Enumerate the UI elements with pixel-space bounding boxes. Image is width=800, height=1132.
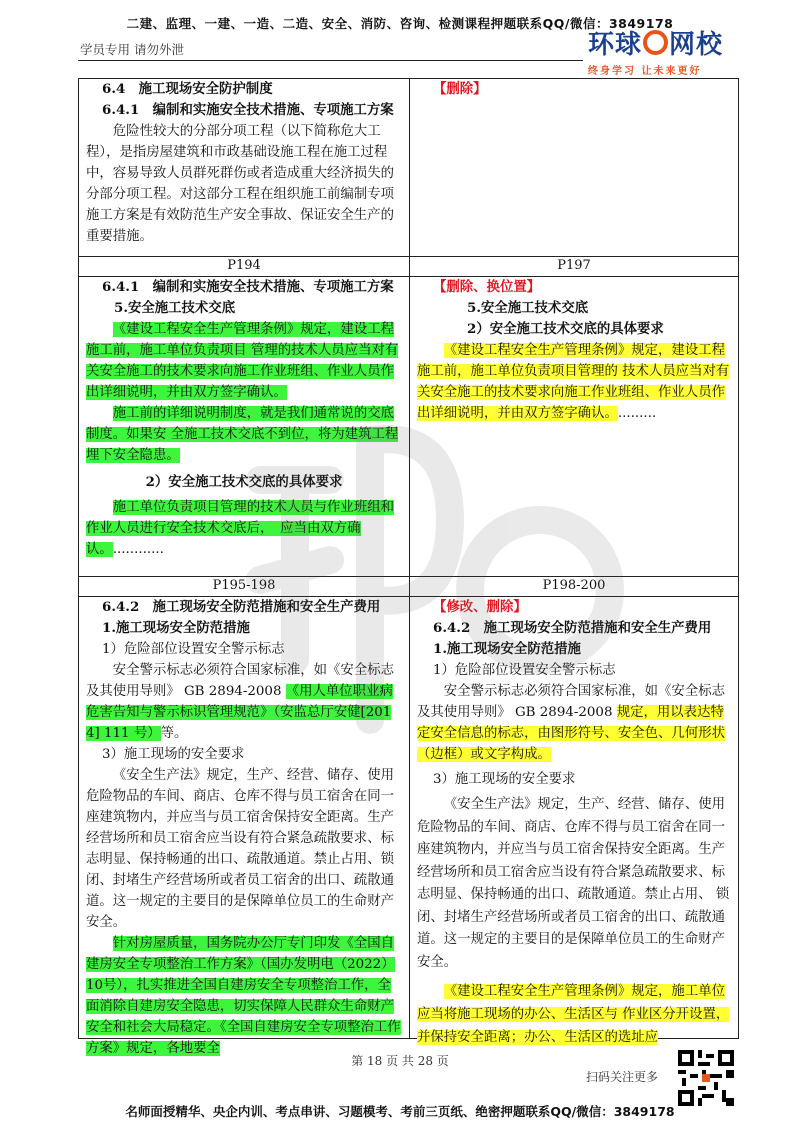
highlighted-text: 施工前的详细说明制度，就是我们通常说的交底制度。如果安 全施工技术交底不到位，将为建筑工程埋下安全隐患。 bbox=[86, 406, 399, 463]
old-text-cell bbox=[79, 79, 410, 256]
table-row bbox=[79, 257, 738, 277]
logo-text-a: 环球 bbox=[588, 30, 643, 60]
subsection-heading: 6.4.2 施工现场安全防范措施和安全生产费用 bbox=[433, 620, 712, 636]
body-paragraph bbox=[86, 660, 402, 744]
sub-heading: 1.施工现场安全防范措施 bbox=[102, 620, 250, 636]
new-text-cell bbox=[410, 79, 738, 256]
list-item: 3）施工现场的安全要求 bbox=[102, 747, 245, 762]
logo-wordmark bbox=[588, 30, 738, 60]
table-row bbox=[79, 577, 738, 597]
new-text-cell bbox=[410, 277, 738, 576]
list-item: 3）施工现场的安全要求 bbox=[433, 772, 576, 787]
highlighted-text: 规定，用以表达特定安全信息的标志，由图形符号、安全色、几何形状（边框）或文字构成。 bbox=[417, 705, 725, 762]
ellipsis: ......... bbox=[617, 406, 657, 421]
qr-code-icon bbox=[678, 1050, 734, 1106]
body-paragraph bbox=[86, 319, 402, 403]
highlighted-text: 《建设工程安全生产管理条例》规定，建设工程施工前，施工单位负责项目 管理的技术人员应当对有关安全施工的技术要求向施工作业班组、作业人员作出详细说明，并由双方签字确认。 bbox=[86, 322, 399, 400]
list-item: 1）危险部位设置安全警示标志 bbox=[433, 663, 616, 678]
ellipsis: ............ bbox=[112, 542, 164, 557]
body-paragraph: 《安全生产法》规定，生产、经营、储存、使用危险物品的车间、商店、仓库不得与员工宿舍在同一座建筑物内，并应当与员工宿舍保持安全距离。生产经营场所和员工宿舍应当设有符合紧急疏散要求、标志明显、保持畅通的出口、疏散通道。禁止占用、锁闭、封堵生产经营场所或者员工宿舍的出口、疏散通道。这一规定的主要目的是保障单位员工的生命财产安全。 bbox=[86, 768, 394, 930]
sub-heading: 5.安全施工技术交底 bbox=[467, 300, 589, 316]
old-text-cell bbox=[79, 277, 410, 576]
subsection-heading: 6.4.1 编制和实施安全技术措施、专项施工方案 bbox=[102, 279, 394, 295]
page-ref-cell: P194 bbox=[79, 257, 410, 276]
highlighted-text: 施工单位负责项目管理的技术人员与作业班组和作业人员进行安全技术交底后， 应当由双方确认。 bbox=[86, 500, 394, 557]
page-number: 第 18 页 共 28 页 bbox=[351, 1054, 449, 1068]
sub-heading: 2）安全施工技术交底的具体要求 bbox=[145, 474, 343, 490]
body-paragraph bbox=[86, 403, 402, 466]
body-paragraph: 《安全生产法》规定，生产、经营、储存、使用危险物品的车间、商店、仓库不得与员工宿舍在同一座建筑物内，并应当与员工宿舍保持安全距离。生产经营场所和员工宿舍应当设有符合紧急疏散要求、标志明显、保持畅通的出口、疏散通道。禁止占用、 锁闭、封堵生产经营场所或者员工宿舍的出口、疏散通道。这一规定的主要目的是保障单位员工的生命财产安全。 bbox=[417, 797, 730, 970]
body-paragraph bbox=[417, 681, 731, 765]
page-ref-cell: P198-200 bbox=[542, 578, 606, 593]
subsection-heading: 6.4.2 施工现场安全防范措施和安全生产费用 bbox=[102, 599, 381, 615]
highlighted-text: 针对房屋质量，国务院办公厅专门印发《全国自建房安全专项整治工作方案》（国办发明电（2022）10号），扎实推进全国自建房安全专项整治工作，全面消除自建房安全隐患，切实保障人民群众生命财产安全和社会大局稳定。《全国自建房安全专项整治工作方案》规定，各地要全 bbox=[86, 936, 401, 1056]
sub-heading: 2）安全施工技术交底的具体要求 bbox=[467, 321, 664, 337]
table-row bbox=[79, 277, 738, 577]
table-row bbox=[79, 597, 738, 1056]
logo-text-b: 网校 bbox=[669, 30, 724, 60]
change-tag: 【删除、换位置】 bbox=[433, 279, 541, 295]
logo-slogan: 终身学习 让未来更好 bbox=[588, 66, 702, 77]
body-paragraph bbox=[86, 933, 402, 1059]
highlighted-text: 《建设工程安全生产管理条例》规定，建设工程施工前，施工单位负责项目管理的 技术人员应当对有关安全施工的技术要求向施工作业班组、作业人员作出详细说明，并由双方签字确认。 bbox=[417, 343, 730, 421]
old-text-cell bbox=[79, 597, 410, 1056]
bottom-banner: 名师面授精华、央企内训、考点串讲、习题模考、考前三页纸、绝密押题联系QQ/微信：3849178 bbox=[125, 1104, 675, 1119]
scan-prompt: 扫码关注更多 bbox=[586, 1070, 659, 1084]
body-paragraph bbox=[417, 980, 731, 1049]
new-text-cell bbox=[410, 597, 738, 1045]
list-item: 1）危险部位设置安全警示标志 bbox=[102, 642, 285, 657]
highlighted-text: 《建设工程安全生产管理条例》规定，施工单位应当将施工现场的办公、生活区与 作业区分开设置，并保持安全距离；办公、生活区的选址应 bbox=[417, 984, 730, 1045]
comparison-table bbox=[78, 78, 739, 1056]
header-divider bbox=[78, 60, 583, 61]
page-ref-cell: P195-198 bbox=[79, 577, 410, 596]
sub-heading: 5.安全施工技术交底 bbox=[114, 300, 236, 316]
sub-heading: 1.施工现场安全防范措施 bbox=[433, 641, 581, 657]
body-paragraph: 危险性较大的分部分项工程（以下简称危大工程），是指房屋建筑和市政基础设施工程在施工过程中，容易导致人员群死群伤或者造成重大经济损失的分部分项工程。对这部分工程在组织施工前编制专项施工方案是有效防范生产安全事故、保证安全生产的重要措施。 bbox=[86, 124, 394, 244]
header-note: 学员专用 请勿外泄 bbox=[80, 42, 184, 57]
table-row bbox=[79, 79, 738, 257]
body-paragraph bbox=[86, 497, 402, 560]
change-tag: 【删除】 bbox=[433, 81, 487, 97]
brand-logo bbox=[588, 30, 738, 77]
body-text: 安全警示标志必须符合国家标准，如《安全标志及其使用导则》 GB 2894-2008 bbox=[86, 663, 394, 699]
section-heading: 6.4 施工现场安全防护制度 bbox=[102, 81, 273, 97]
body-paragraph bbox=[417, 340, 731, 424]
subsection-heading: 6.4.1 编制和实施安全技术措施、专项施工方案 bbox=[102, 102, 394, 118]
highlighted-text: 《用人单位职业病危害告知与警示标识管理规范》（安监总厅安健[2014] 111 号） bbox=[86, 684, 393, 741]
top-banner: 二建、监理、一建、一造、二造、安全、消防、咨询、检测课程押题联系QQ/微信：3849178 bbox=[126, 16, 674, 31]
logo-ring-icon bbox=[643, 30, 668, 55]
body-text: 等。 bbox=[160, 726, 188, 741]
body-text: 安全警示标志必须符合国家标准，如《安全标志及其使用导则》 GB 2894-2008 bbox=[417, 684, 725, 720]
change-tag: 【修改、删除】 bbox=[433, 599, 527, 615]
page-ref-cell: P197 bbox=[557, 258, 591, 273]
